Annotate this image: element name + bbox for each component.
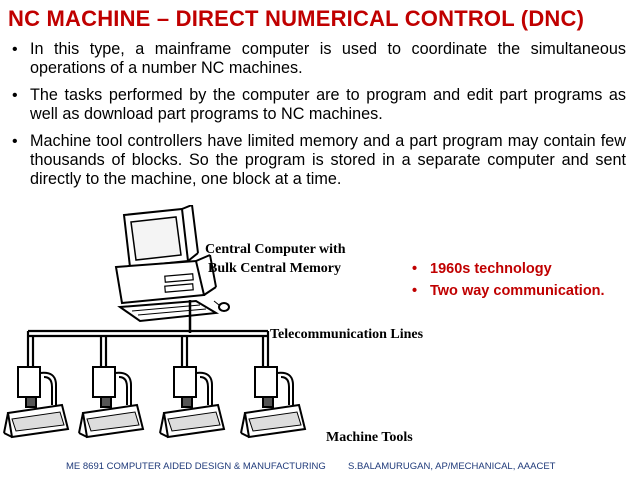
computer-label: Central Computer with (205, 242, 346, 257)
side-bullet-item: • 1960s technology (408, 258, 605, 280)
machines-label: Machine Tools (326, 430, 413, 445)
bullet-list (10, 40, 626, 197)
bullet-item: • Machine tool controllers have limited memory and a part program may contain few thousands of blocks. So the program is stored in a separate computer and sent directly to the machine, one block at a time. (10, 132, 626, 189)
bullet-item: • The tasks performed by the computer are to program and edit part programs as well as download part programs to NC machines. (10, 86, 626, 124)
telecommunication-lines (28, 331, 268, 370)
footer-author: S.BALAMURUGAN, AP/MECHANICAL, AAACET (348, 461, 556, 472)
computer-label: Bulk Central Memory (208, 261, 341, 276)
machine-tool-icon (4, 367, 68, 437)
dnc-diagram (0, 205, 638, 455)
side-bullet-list (408, 258, 605, 302)
lines-label: Telecommunication Lines (270, 327, 424, 342)
slide-title: NC MACHINE – DIRECT NUMERICAL CONTROL (DNC) (8, 6, 585, 31)
side-bullet-item: • Two way communication. (408, 280, 605, 302)
footer-course: ME 8691 COMPUTER AIDED DESIGN & MANUFACTURING (66, 461, 326, 472)
bullet-item: • In this type, a mainframe computer is used to coordinate the simultaneous operations of a number NC machines. (10, 40, 626, 78)
